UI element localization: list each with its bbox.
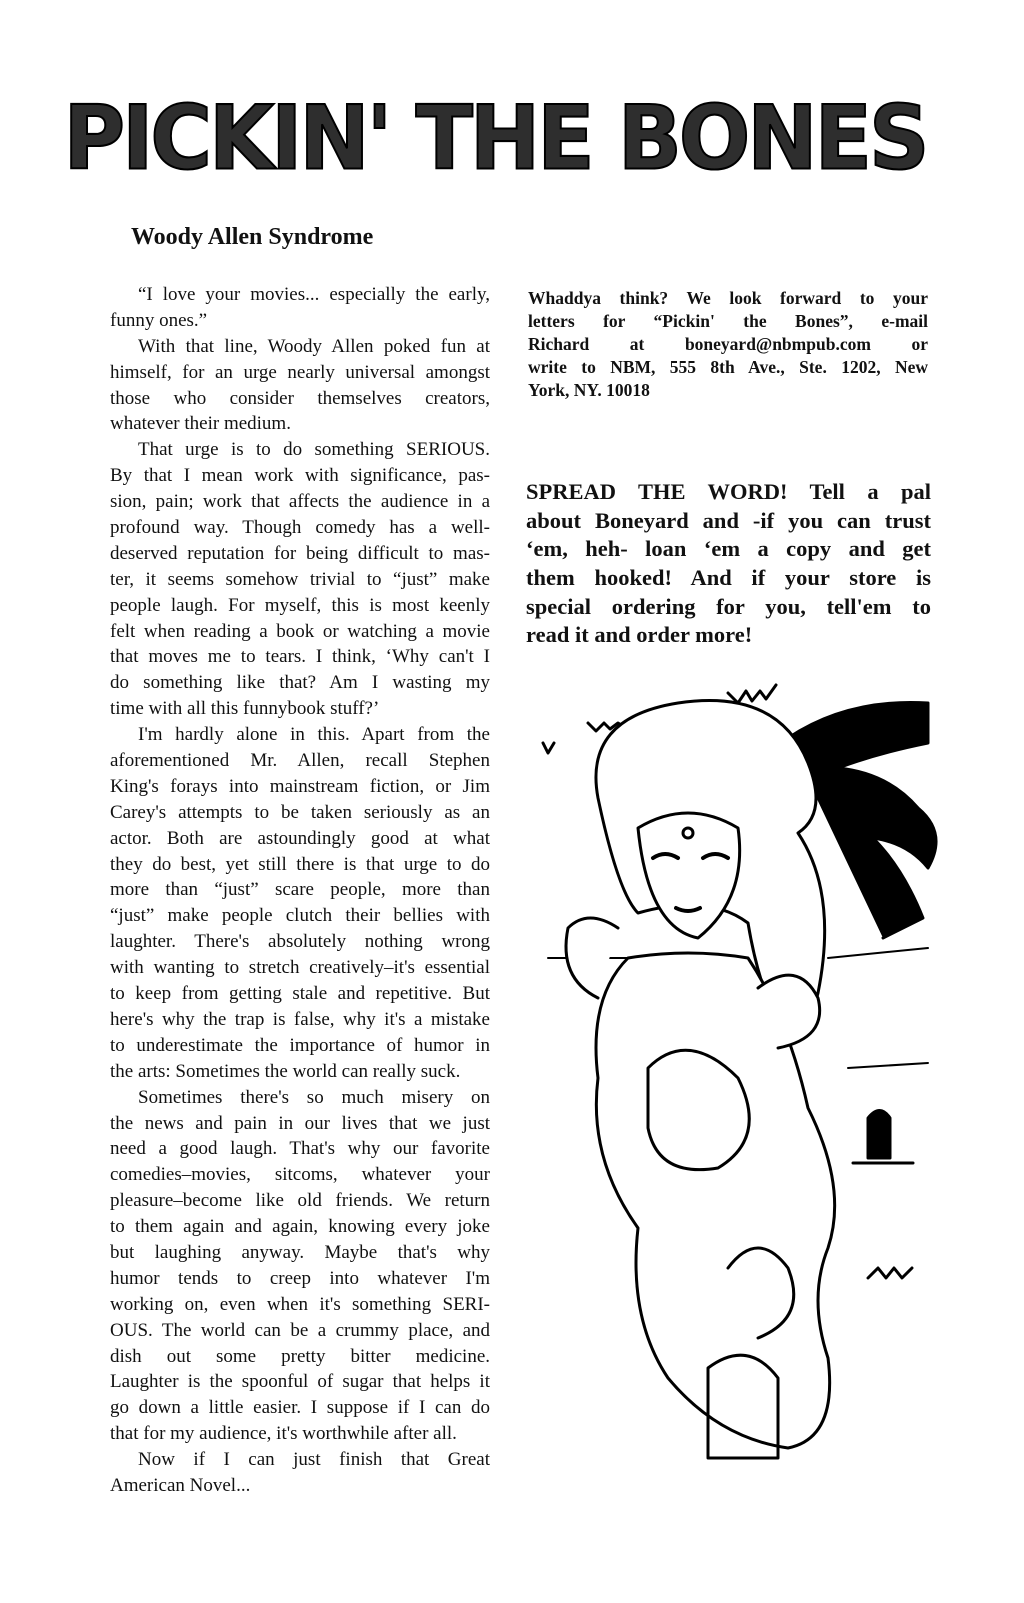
promo-box-line: SPREAD THE WORD! Tell a pal: [526, 479, 931, 504]
article-line: pleasure–become like old friends. We return: [110, 1190, 490, 1212]
article-line: felt when reading a book or watching a movie: [110, 620, 490, 642]
article-line: comedies–movies, sitcoms, whatever your: [110, 1164, 490, 1186]
article-body: [110, 282, 490, 1499]
article-line: actor. Both are astoundingly good at what: [110, 827, 490, 849]
article-subhead: Woody Allen Syndrome: [131, 224, 374, 250]
article-line: they do best, yet still there is that urge to do: [110, 853, 490, 875]
article-line: here's why the trap is false, why it's a mistake: [110, 1008, 490, 1030]
article-line: the news and pain in our lives that we just: [110, 1112, 490, 1134]
promo-box-line: read it and order more!: [526, 622, 753, 648]
article-line: go down a little easier. I suppose if I can do: [110, 1397, 490, 1419]
promo-box-line: about Boneyard and -if you can trust: [526, 507, 931, 533]
article-line: do something like that? Am I wasting my: [110, 672, 490, 694]
promo-box-line: special ordering for you, tell'em to: [526, 593, 931, 619]
comic-illustration: [528, 668, 938, 1493]
article-line: the arts: Sometimes the world can really suck.: [110, 1060, 461, 1082]
article-line: laughter. There's absolutely nothing wrong: [110, 931, 490, 953]
article-line: Laughter is the spoonful of sugar that helps it: [110, 1371, 490, 1393]
article-line: That urge is to do something SERIOUS.: [138, 439, 490, 461]
letters-box-line: letters for “Pickin' the Bones”, e-mail: [528, 311, 928, 331]
article-line: funny ones.”: [110, 309, 208, 331]
article-line: whatever their medium.: [110, 413, 291, 435]
article-line: I'm hardly alone in this. Apart from the: [138, 724, 490, 746]
article-line: ter, it seems somehow trivial to “just” make: [110, 568, 490, 590]
article-line: Carey's attempts to be taken seriously as an: [110, 801, 490, 823]
promo-box-line: ‘em, heh- loan ‘em a copy and get: [526, 536, 931, 562]
article-line: King's forays into mainstream fiction, or Jim: [110, 775, 490, 797]
article-line: sion, pain; work that affects the audience in a: [110, 491, 490, 513]
article-line: profound way. Though comedy has a well-: [110, 517, 490, 539]
letters-box-line: Whaddya think? We look forward to your: [528, 288, 928, 308]
article-line: humor tends to creep into whatever I'm: [110, 1267, 490, 1289]
article-line: American Novel...: [110, 1474, 251, 1496]
article-line: but laughing anyway. Maybe that's why: [110, 1241, 490, 1263]
article-line: with wanting to stretch creatively–it's essential: [110, 957, 490, 979]
article-line: Now if I can just finish that Great: [138, 1449, 490, 1471]
article-line: By that I mean work with significance, pas-: [110, 465, 490, 487]
article-line: people laugh. For myself, this is most keenly: [110, 594, 490, 616]
article-line: that for my audience, it's worthwhile after all.: [110, 1423, 457, 1445]
article-line: deserved reputation for being difficult to mas-: [110, 542, 490, 564]
article-line: With that line, Woody Allen poked fun at: [138, 335, 490, 357]
article-line: dish out some pretty bitter medicine.: [110, 1345, 490, 1367]
article-line: Sometimes there's so much misery on: [138, 1086, 490, 1108]
article-line: need a good laugh. That's why our favorite: [110, 1138, 490, 1160]
article-line: “I love your movies... especially the early,: [138, 284, 490, 305]
article-line: working on, even when it's something SERI-: [110, 1293, 490, 1315]
promo-box: [526, 478, 931, 650]
article-line: himself, for an urge nearly universal amongst: [110, 361, 490, 383]
letters-box-line: York, NY. 10018: [528, 380, 650, 400]
article-line: to underestimate the importance of humor in: [110, 1034, 490, 1056]
article-line: those who consider themselves creators,: [110, 387, 490, 409]
article-line: OUS. The world can be a crummy place, and: [110, 1319, 490, 1341]
article-line: to them again and again, knowing every joke: [110, 1216, 490, 1238]
article-line: to keep from getting stale and repetitive. But: [110, 983, 490, 1005]
page-title: PICKIN' THE BONES: [63, 86, 927, 190]
article-line: aforementioned Mr. Allen, recall Stephen: [110, 750, 490, 772]
article-line: that moves me to tears. I think, ‘Why can't I: [110, 646, 490, 668]
letters-box-line: Richard at boneyard@nbmpub.com or: [528, 334, 928, 354]
letters-box: [528, 287, 928, 402]
article-line: more than “just” scare people, more than: [110, 879, 490, 901]
letters-box-line: write to NBM, 555 8th Ave., Ste. 1202, New: [528, 357, 928, 377]
article-line: time with all this funnybook stuff?’: [110, 698, 380, 720]
article-line: “just” make people clutch their bellies with: [110, 905, 490, 927]
promo-box-line: them hooked! And if your store is: [526, 565, 931, 591]
